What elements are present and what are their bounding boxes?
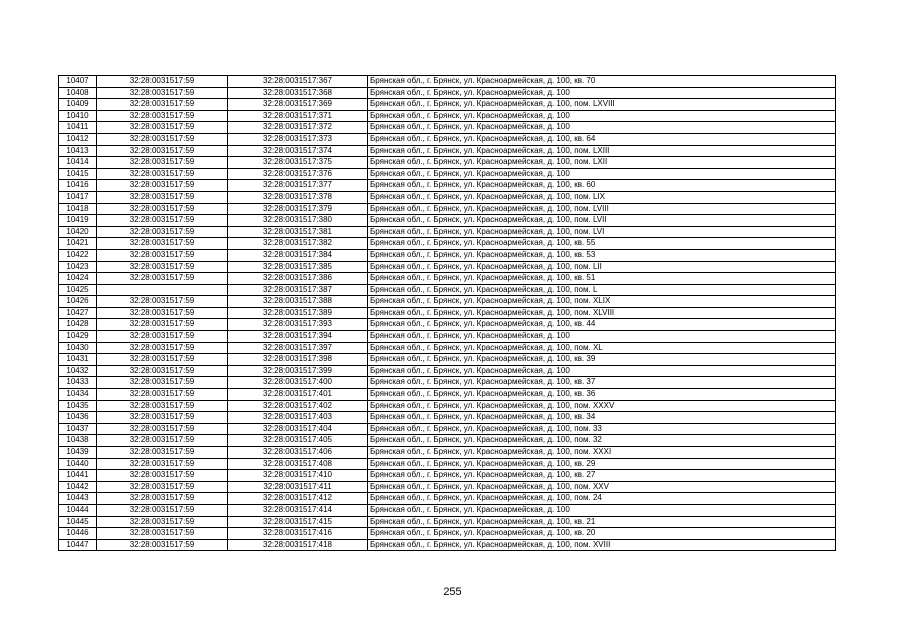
row-number-cell: 10415 [59, 168, 97, 180]
table-row [59, 261, 836, 273]
cadastral-number-cell: 32:28:0031517:369 [228, 99, 368, 111]
table-row [59, 493, 836, 505]
row-number-cell: 10427 [59, 307, 97, 319]
cadastral-number-cell: 32:28:0031517:376 [228, 168, 368, 180]
table-row [59, 481, 836, 493]
table-row [59, 273, 836, 285]
address-cell: Брянская обл., г. Брянск, ул. Красноармейская, д. 100, кв. 21 [368, 516, 836, 528]
row-number-cell: 10432 [59, 365, 97, 377]
parent-cadastral-number-cell: 32:28:0031517:59 [97, 458, 228, 470]
parent-cadastral-number-cell: 32:28:0031517:59 [97, 331, 228, 343]
parent-cadastral-number-cell: 32:28:0031517:59 [97, 354, 228, 366]
row-number-cell: 10433 [59, 377, 97, 389]
address-cell: Брянская обл., г. Брянск, ул. Красноармейская, д. 100, кв. 29 [368, 458, 836, 470]
row-number-cell: 10444 [59, 504, 97, 516]
cadastral-number-cell: 32:28:0031517:375 [228, 157, 368, 169]
parent-cadastral-number-cell: 32:28:0031517:59 [97, 481, 228, 493]
parent-cadastral-number-cell: 32:28:0031517:59 [97, 400, 228, 412]
cadastral-number-cell: 32:28:0031517:411 [228, 481, 368, 493]
row-number-cell: 10438 [59, 435, 97, 447]
parent-cadastral-number-cell: 32:28:0031517:59 [97, 215, 228, 227]
address-cell: Брянская обл., г. Брянск, ул. Красноармейская, д. 100, пом. LVIII [368, 203, 836, 215]
parent-cadastral-number-cell: 32:28:0031517:59 [97, 307, 228, 319]
cadastral-number-cell: 32:28:0031517:416 [228, 528, 368, 540]
cadastral-number-cell: 32:28:0031517:389 [228, 307, 368, 319]
address-cell: Брянская обл., г. Брянск, ул. Красноармейская, д. 100, пом. 33 [368, 423, 836, 435]
parent-cadastral-number-cell: 32:28:0031517:59 [97, 122, 228, 134]
cadastral-number-cell: 32:28:0031517:414 [228, 504, 368, 516]
row-number-cell: 10411 [59, 122, 97, 134]
parent-cadastral-number-cell: 32:28:0031517:59 [97, 145, 228, 157]
address-cell: Брянская обл., г. Брянск, ул. Красноармейская, д. 100, кв. 51 [368, 273, 836, 285]
table-row [59, 319, 836, 331]
address-cell: Брянская обл., г. Брянск, ул. Красноармейская, д. 100, кв. 36 [368, 389, 836, 401]
address-cell: Брянская обл., г. Брянск, ул. Красноармейская, д. 100, кв. 53 [368, 249, 836, 261]
address-cell: Брянская обл., г. Брянск, ул. Красноармейская, д. 100 [368, 365, 836, 377]
parent-cadastral-number-cell: 32:28:0031517:59 [97, 180, 228, 192]
parent-cadastral-number-cell: 32:28:0031517:59 [97, 296, 228, 308]
cadastral-number-cell: 32:28:0031517:404 [228, 423, 368, 435]
table-row [59, 307, 836, 319]
cadastral-number-cell: 32:28:0031517:405 [228, 435, 368, 447]
address-cell: Брянская обл., г. Брянск, ул. Красноармейская, д. 100, пом. LVI [368, 226, 836, 238]
cadastral-number-cell: 32:28:0031517:384 [228, 249, 368, 261]
table-row [59, 400, 836, 412]
address-cell: Брянская обл., г. Брянск, ул. Красноармейская, д. 100 [368, 168, 836, 180]
cadastral-number-cell: 32:28:0031517:398 [228, 354, 368, 366]
address-cell: Брянская обл., г. Брянск, ул. Красноармейская, д. 100, кв. 44 [368, 319, 836, 331]
parent-cadastral-number-cell: 32:28:0031517:59 [97, 76, 228, 88]
parent-cadastral-number-cell: 32:28:0031517:59 [97, 226, 228, 238]
registry-table-body [59, 76, 836, 551]
address-cell: Брянская обл., г. Брянск, ул. Красноармейская, д. 100, кв. 37 [368, 377, 836, 389]
table-row [59, 99, 836, 111]
row-number-cell: 10410 [59, 110, 97, 122]
row-number-cell: 10429 [59, 331, 97, 343]
row-number-cell: 10436 [59, 412, 97, 424]
parent-cadastral-number-cell: 32:28:0031517:59 [97, 470, 228, 482]
cadastral-number-cell: 32:28:0031517:368 [228, 87, 368, 99]
row-number-cell: 10445 [59, 516, 97, 528]
row-number-cell: 10442 [59, 481, 97, 493]
parent-cadastral-number-cell [97, 284, 228, 296]
address-cell: Брянская обл., г. Брянск, ул. Красноармейская, д. 100, кв. 34 [368, 412, 836, 424]
table-row [59, 365, 836, 377]
address-cell: Брянская обл., г. Брянск, ул. Красноармейская, д. 100, пом. XLVIII [368, 307, 836, 319]
address-cell: Брянская обл., г. Брянск, ул. Красноармейская, д. 100, кв. 55 [368, 238, 836, 250]
row-number-cell: 10425 [59, 284, 97, 296]
row-number-cell: 10434 [59, 389, 97, 401]
cadastral-number-cell: 32:28:0031517:410 [228, 470, 368, 482]
address-cell: Брянская обл., г. Брянск, ул. Красноармейская, д. 100, кв. 64 [368, 133, 836, 145]
cadastral-number-cell: 32:28:0031517:386 [228, 273, 368, 285]
row-number-cell: 10421 [59, 238, 97, 250]
cadastral-number-cell: 32:28:0031517:379 [228, 203, 368, 215]
table-row [59, 180, 836, 192]
parent-cadastral-number-cell: 32:28:0031517:59 [97, 435, 228, 447]
table-row [59, 389, 836, 401]
table-row [59, 122, 836, 134]
table-row [59, 110, 836, 122]
parent-cadastral-number-cell: 32:28:0031517:59 [97, 412, 228, 424]
row-number-cell: 10441 [59, 470, 97, 482]
table-row [59, 435, 836, 447]
table-row [59, 504, 836, 516]
parent-cadastral-number-cell: 32:28:0031517:59 [97, 423, 228, 435]
table-row [59, 226, 836, 238]
registry-table [58, 75, 836, 551]
parent-cadastral-number-cell: 32:28:0031517:59 [97, 365, 228, 377]
parent-cadastral-number-cell: 32:28:0031517:59 [97, 110, 228, 122]
address-cell: Брянская обл., г. Брянск, ул. Красноармейская, д. 100 [368, 331, 836, 343]
row-number-cell: 10435 [59, 400, 97, 412]
row-number-cell: 10440 [59, 458, 97, 470]
parent-cadastral-number-cell: 32:28:0031517:59 [97, 87, 228, 99]
table-row [59, 458, 836, 470]
cadastral-number-cell: 32:28:0031517:418 [228, 539, 368, 551]
table-row [59, 516, 836, 528]
row-number-cell: 10447 [59, 539, 97, 551]
row-number-cell: 10422 [59, 249, 97, 261]
row-number-cell: 10414 [59, 157, 97, 169]
parent-cadastral-number-cell: 32:28:0031517:59 [97, 377, 228, 389]
table-row [59, 238, 836, 250]
table-row [59, 76, 836, 88]
parent-cadastral-number-cell: 32:28:0031517:59 [97, 99, 228, 111]
cadastral-number-cell: 32:28:0031517:412 [228, 493, 368, 505]
cadastral-number-cell: 32:28:0031517:385 [228, 261, 368, 273]
row-number-cell: 10437 [59, 423, 97, 435]
row-number-cell: 10430 [59, 342, 97, 354]
address-cell: Брянская обл., г. Брянск, ул. Красноармейская, д. 100, пом. LIX [368, 191, 836, 203]
address-cell: Брянская обл., г. Брянск, ул. Красноармейская, д. 100 [368, 87, 836, 99]
parent-cadastral-number-cell: 32:28:0031517:59 [97, 238, 228, 250]
parent-cadastral-number-cell: 32:28:0031517:59 [97, 319, 228, 331]
parent-cadastral-number-cell: 32:28:0031517:59 [97, 342, 228, 354]
address-cell: Брянская обл., г. Брянск, ул. Красноармейская, д. 100, пом. XXXI [368, 447, 836, 459]
row-number-cell: 10407 [59, 76, 97, 88]
address-cell: Брянская обл., г. Брянск, ул. Красноармейская, д. 100, кв. 20 [368, 528, 836, 540]
cadastral-number-cell: 32:28:0031517:400 [228, 377, 368, 389]
address-cell: Брянская обл., г. Брянск, ул. Красноармейская, д. 100, пом. XXV [368, 481, 836, 493]
cadastral-number-cell: 32:28:0031517:408 [228, 458, 368, 470]
table-row [59, 249, 836, 261]
parent-cadastral-number-cell: 32:28:0031517:59 [97, 133, 228, 145]
address-cell: Брянская обл., г. Брянск, ул. Красноармейская, д. 100, пом. LII [368, 261, 836, 273]
cadastral-number-cell: 32:28:0031517:402 [228, 400, 368, 412]
cadastral-number-cell: 32:28:0031517:371 [228, 110, 368, 122]
address-cell: Брянская обл., г. Брянск, ул. Красноармейская, д. 100, пом. LXIII [368, 145, 836, 157]
cadastral-number-cell: 32:28:0031517:394 [228, 331, 368, 343]
parent-cadastral-number-cell: 32:28:0031517:59 [97, 493, 228, 505]
parent-cadastral-number-cell: 32:28:0031517:59 [97, 539, 228, 551]
row-number-cell: 10423 [59, 261, 97, 273]
parent-cadastral-number-cell: 32:28:0031517:59 [97, 249, 228, 261]
table-row [59, 133, 836, 145]
table-row [59, 284, 836, 296]
address-cell: Брянская обл., г. Брянск, ул. Красноармейская, д. 100, пом. XXXV [368, 400, 836, 412]
address-cell: Брянская обл., г. Брянск, ул. Красноармейская, д. 100, кв. 27 [368, 470, 836, 482]
cadastral-number-cell: 32:28:0031517:401 [228, 389, 368, 401]
address-cell: Брянская обл., г. Брянск, ул. Красноармейская, д. 100, кв. 60 [368, 180, 836, 192]
row-number-cell: 10409 [59, 99, 97, 111]
row-number-cell: 10426 [59, 296, 97, 308]
table-row [59, 539, 836, 551]
address-cell: Брянская обл., г. Брянск, ул. Красноармейская, д. 100, кв. 70 [368, 76, 836, 88]
row-number-cell: 10428 [59, 319, 97, 331]
address-cell: Брянская обл., г. Брянск, ул. Красноармейская, д. 100, пом. 32 [368, 435, 836, 447]
table-row [59, 157, 836, 169]
table-row [59, 296, 836, 308]
row-number-cell: 10424 [59, 273, 97, 285]
table-row [59, 354, 836, 366]
cadastral-number-cell: 32:28:0031517:378 [228, 191, 368, 203]
address-cell: Брянская обл., г. Брянск, ул. Красноармейская, д. 100, пом. XL [368, 342, 836, 354]
cadastral-number-cell: 32:28:0031517:403 [228, 412, 368, 424]
parent-cadastral-number-cell: 32:28:0031517:59 [97, 157, 228, 169]
cadastral-number-cell: 32:28:0031517:380 [228, 215, 368, 227]
row-number-cell: 10446 [59, 528, 97, 540]
row-number-cell: 10418 [59, 203, 97, 215]
parent-cadastral-number-cell: 32:28:0031517:59 [97, 191, 228, 203]
cadastral-number-cell: 32:28:0031517:373 [228, 133, 368, 145]
cadastral-number-cell: 32:28:0031517:367 [228, 76, 368, 88]
table-row [59, 470, 836, 482]
parent-cadastral-number-cell: 32:28:0031517:59 [97, 447, 228, 459]
table-row [59, 145, 836, 157]
table-row [59, 528, 836, 540]
address-cell: Брянская обл., г. Брянск, ул. Красноармейская, д. 100, пом. XVIII [368, 539, 836, 551]
table-row [59, 331, 836, 343]
table-row [59, 191, 836, 203]
row-number-cell: 10413 [59, 145, 97, 157]
address-cell: Брянская обл., г. Брянск, ул. Красноармейская, д. 100 [368, 122, 836, 134]
table-row [59, 342, 836, 354]
address-cell: Брянская обл., г. Брянск, ул. Красноармейская, д. 100 [368, 504, 836, 516]
cadastral-number-cell: 32:28:0031517:397 [228, 342, 368, 354]
cadastral-number-cell: 32:28:0031517:381 [228, 226, 368, 238]
parent-cadastral-number-cell: 32:28:0031517:59 [97, 168, 228, 180]
table-row [59, 215, 836, 227]
parent-cadastral-number-cell: 32:28:0031517:59 [97, 389, 228, 401]
row-number-cell: 10419 [59, 215, 97, 227]
address-cell: Брянская обл., г. Брянск, ул. Красноармейская, д. 100, пом. LXII [368, 157, 836, 169]
row-number-cell: 10416 [59, 180, 97, 192]
cadastral-number-cell: 32:28:0031517:382 [228, 238, 368, 250]
cadastral-number-cell: 32:28:0031517:372 [228, 122, 368, 134]
cadastral-number-cell: 32:28:0031517:387 [228, 284, 368, 296]
parent-cadastral-number-cell: 32:28:0031517:59 [97, 273, 228, 285]
address-cell: Брянская обл., г. Брянск, ул. Красноармейская, д. 100, пом. L [368, 284, 836, 296]
cadastral-number-cell: 32:28:0031517:377 [228, 180, 368, 192]
row-number-cell: 10417 [59, 191, 97, 203]
cadastral-number-cell: 32:28:0031517:406 [228, 447, 368, 459]
cadastral-number-cell: 32:28:0031517:393 [228, 319, 368, 331]
page-number: 255 [443, 586, 462, 598]
parent-cadastral-number-cell: 32:28:0031517:59 [97, 504, 228, 516]
address-cell: Брянская обл., г. Брянск, ул. Красноармейская, д. 100, пом. LXVIII [368, 99, 836, 111]
table-row [59, 87, 836, 99]
table-row [59, 168, 836, 180]
parent-cadastral-number-cell: 32:28:0031517:59 [97, 203, 228, 215]
cadastral-number-cell: 32:28:0031517:399 [228, 365, 368, 377]
row-number-cell: 10408 [59, 87, 97, 99]
address-cell: Брянская обл., г. Брянск, ул. Красноармейская, д. 100, пом. XLIX [368, 296, 836, 308]
address-cell: Брянская обл., г. Брянск, ул. Красноармейская, д. 100, кв. 39 [368, 354, 836, 366]
table-row [59, 447, 836, 459]
address-cell: Брянская обл., г. Брянск, ул. Красноармейская, д. 100, пом. 24 [368, 493, 836, 505]
row-number-cell: 10412 [59, 133, 97, 145]
row-number-cell: 10420 [59, 226, 97, 238]
row-number-cell: 10431 [59, 354, 97, 366]
address-cell: Брянская обл., г. Брянск, ул. Красноармейская, д. 100, пом. LVII [368, 215, 836, 227]
table-row [59, 423, 836, 435]
parent-cadastral-number-cell: 32:28:0031517:59 [97, 516, 228, 528]
parent-cadastral-number-cell: 32:28:0031517:59 [97, 528, 228, 540]
table-row [59, 412, 836, 424]
table-row [59, 203, 836, 215]
row-number-cell: 10443 [59, 493, 97, 505]
parent-cadastral-number-cell: 32:28:0031517:59 [97, 261, 228, 273]
row-number-cell: 10439 [59, 447, 97, 459]
table-row [59, 377, 836, 389]
cadastral-number-cell: 32:28:0031517:388 [228, 296, 368, 308]
cadastral-number-cell: 32:28:0031517:374 [228, 145, 368, 157]
cadastral-number-cell: 32:28:0031517:415 [228, 516, 368, 528]
address-cell: Брянская обл., г. Брянск, ул. Красноармейская, д. 100 [368, 110, 836, 122]
